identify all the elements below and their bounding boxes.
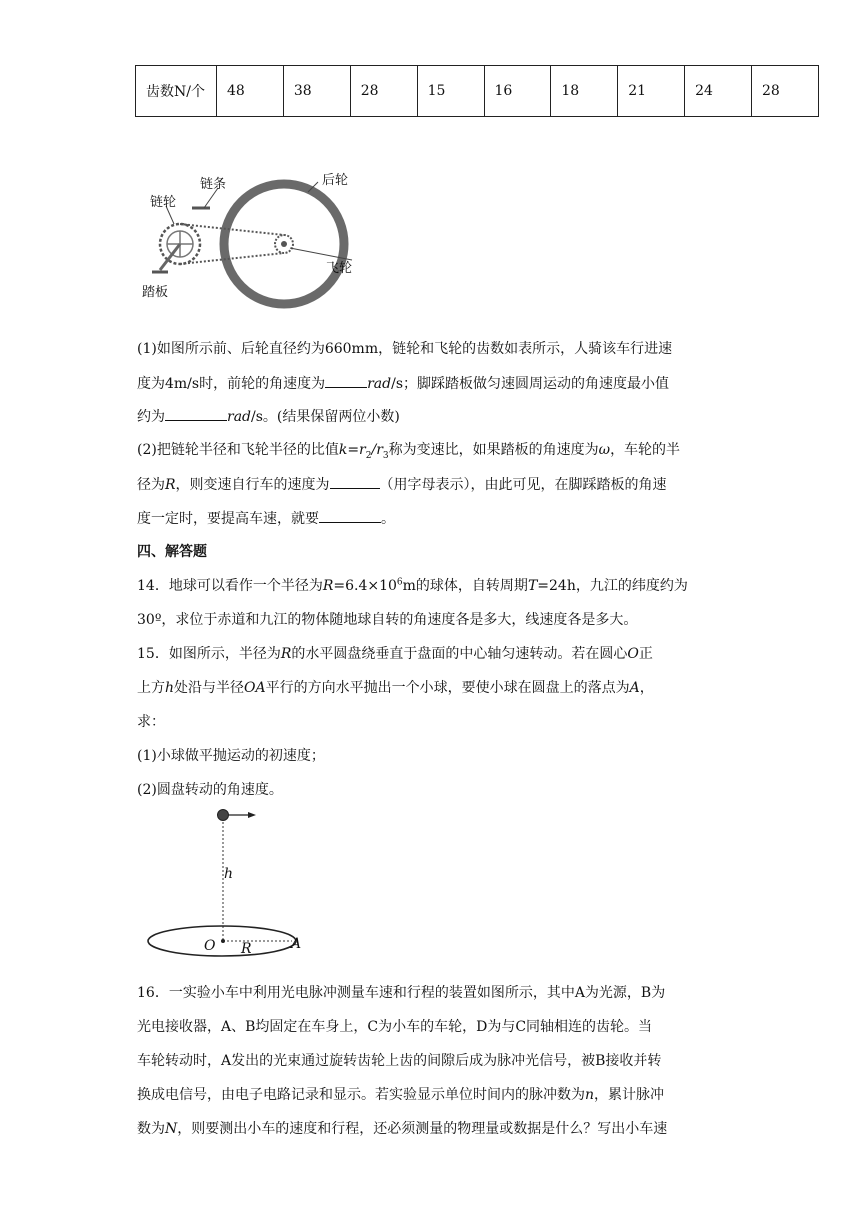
q16-line-4: 换成电信号，由电子电路记录和显示。若实验显示单位时间内的脉冲数为n，累计脉冲 bbox=[137, 1087, 665, 1103]
table-row bbox=[136, 66, 819, 117]
table-cell: 28 bbox=[350, 66, 417, 117]
rear-wheel-label: 后轮 bbox=[322, 173, 349, 188]
center-label: O bbox=[204, 938, 216, 954]
q16-line-2: 光电接收器，A、B均固定在车身上，C为小车的车轮，D为与C同轴相连的齿轮。当 bbox=[137, 1019, 653, 1035]
table-cell: 48 bbox=[217, 66, 284, 117]
q15-line-5: (2)圆盘转动的角速度。 bbox=[137, 782, 283, 798]
table-header-cell: 齿数N/个 bbox=[136, 66, 217, 117]
q15-line-3: 求： bbox=[137, 714, 165, 730]
table-cell: 15 bbox=[417, 66, 484, 117]
point-a-label: A bbox=[291, 936, 302, 952]
table-cell: 16 bbox=[484, 66, 551, 117]
q14-line-2: 30º，求位于赤道和九江的物体随地球自转的角速度各是多大，线速度各是多大。 bbox=[137, 612, 638, 628]
pedal-label: 踏板 bbox=[142, 285, 169, 300]
answer-blank bbox=[330, 474, 380, 489]
answer-blank bbox=[319, 508, 381, 523]
q16-line-5: 数为N，则要测出小车的速度和行程，还必须测量的物理量或数据是什么？写出小车速 bbox=[137, 1121, 668, 1137]
q13-1-line-3: 约为 rad/s。(结果保留两位小数) bbox=[137, 406, 400, 427]
q15-line-4: (1)小球做平抛运动的初速度； bbox=[137, 748, 325, 764]
answer-blank bbox=[325, 373, 367, 388]
q13-2-line-1: (2)把链轮半径和飞轮半径的比值$k=r_2/r_3$称为变速比，如果踏板的角速度为ω，车轮的半 bbox=[137, 442, 681, 461]
bicycle-drivetrain-figure bbox=[138, 162, 358, 312]
q16-line-1: 16．一实验小车中利用光电脉冲测量车速和行程的装置如图所示，其中A为光源，B为 bbox=[137, 985, 666, 1001]
ball-shape bbox=[218, 810, 229, 821]
center-point bbox=[221, 939, 225, 943]
q15-line-2: 上方h处沿与半径OA平行的方向水平抛出一个小球，要使小球在圆盘上的落点为A， bbox=[137, 680, 654, 696]
answer-blank bbox=[165, 406, 227, 421]
flywheel-label: 飞轮 bbox=[326, 261, 353, 276]
table-cell: 18 bbox=[551, 66, 618, 117]
chain-label: 链条 bbox=[200, 177, 227, 192]
gear-teeth-table bbox=[135, 65, 819, 117]
radius-label: R bbox=[241, 941, 252, 957]
height-label: h bbox=[224, 866, 234, 882]
q13-1-line-1: (1)如图所示前、后轮直径约为660mm，链轮和飞轮的齿数如表所示，人骑该车行进速 bbox=[137, 341, 673, 357]
table-cell: 28 bbox=[752, 66, 819, 117]
chainring-label: 链轮 bbox=[150, 195, 177, 210]
section-heading: 四、解答题 bbox=[137, 544, 207, 560]
q13-2-line-3: 度一定时，要提高车速，就要 。 bbox=[137, 508, 395, 529]
table-cell: 21 bbox=[618, 66, 685, 117]
table-cell: 38 bbox=[283, 66, 350, 117]
q14-line-1: 14．地球可以看作一个半径为$R=6.4\times 10^6m$的球体，自转周期T=24h，九江的纬度约为 bbox=[137, 577, 688, 594]
q16-line-3: 车轮转动时，A发出的光束通过旋转齿轮上齿的间隙后成为脉冲光信号，被B接收并转 bbox=[137, 1053, 662, 1069]
q13-2-line-2: 径为R，则变速自行车的速度为 （用字母表示），由此可见，在脚踩踏板的角速 bbox=[137, 474, 667, 495]
disk-projectile-figure bbox=[140, 800, 310, 962]
table-cell: 24 bbox=[685, 66, 752, 117]
q15-line-1: 15．如图所示，半径为R的水平圆盘绕垂直于盘面的中心轴匀速转动。若在圆心O正 bbox=[137, 646, 653, 662]
q13-1-line-2: 度为4m/s时，前轮的角速度为 rad/s；脚踩踏板做匀速圆周运动的角速度最小值 bbox=[137, 373, 669, 394]
